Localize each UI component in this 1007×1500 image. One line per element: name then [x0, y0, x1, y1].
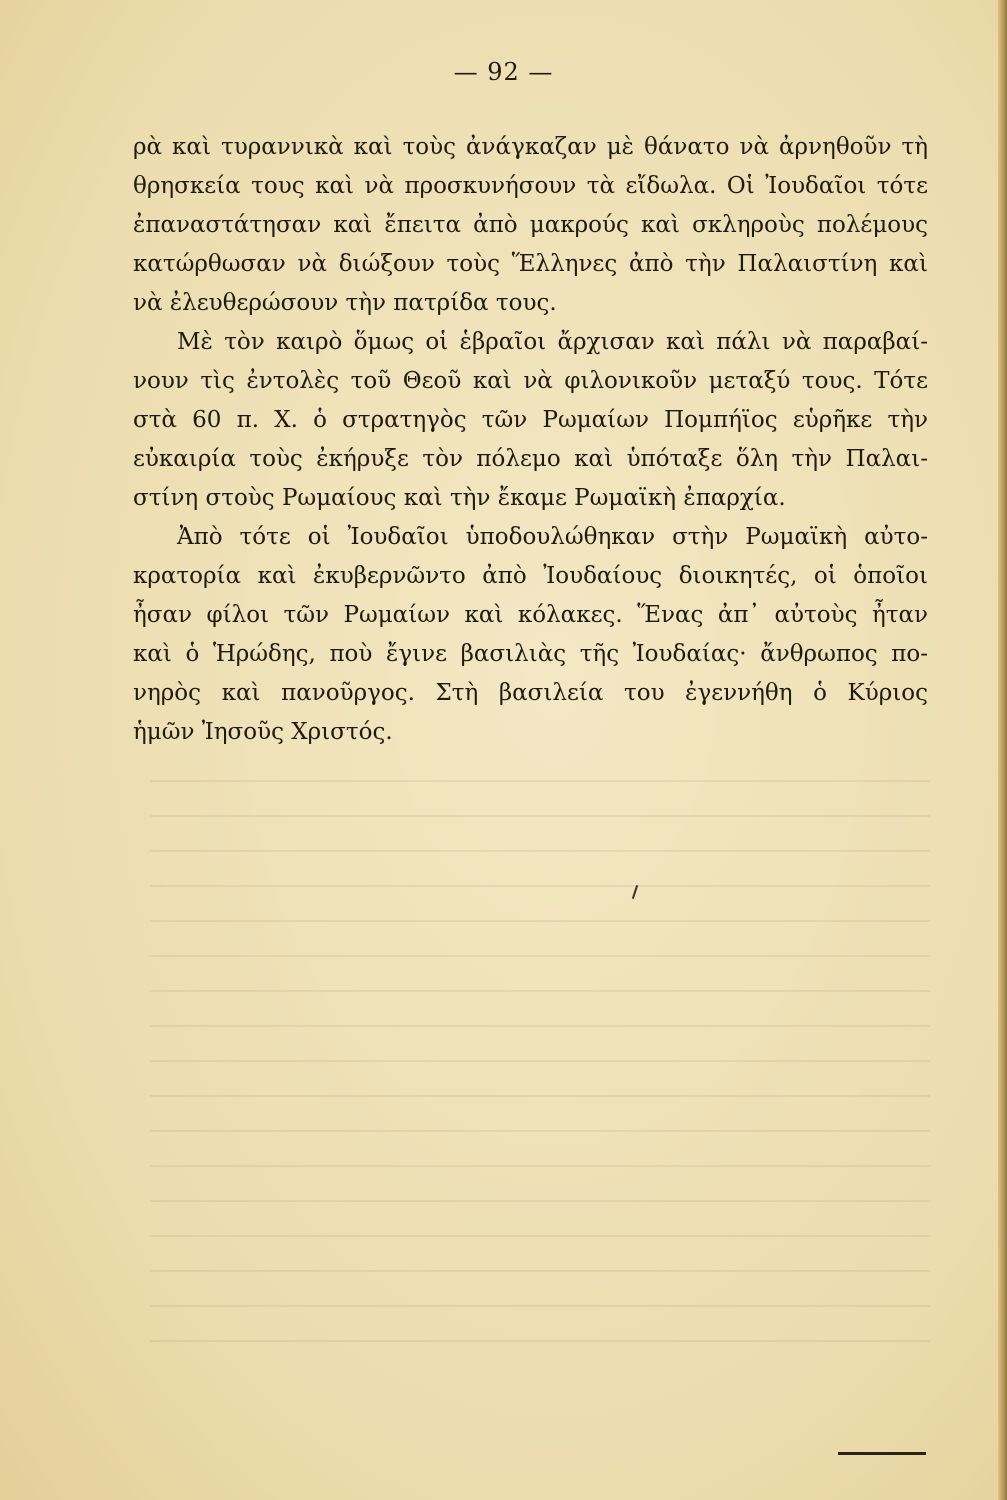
text-line: νὰ ἐλευθερώσουν τὴν πατρίδα τους.	[133, 290, 557, 316]
text-line: ρὰ καὶ τυραννικὰ καὶ τοὺς ἀνάγκαζαν μὲ θάνατο νὰ ἀρνηθοῦν τὴ	[133, 134, 928, 160]
text-line: ἐπαναστάτησαν καὶ ἔπειτα ἀπὸ μακρούς καὶ σκληροὺς πολέμους	[133, 212, 928, 238]
text-line: στὰ 60 π. Χ. ὁ στρατηγὸς τῶν Ρωμαίων Πομπήϊος εὑρῆκε τὴν	[133, 407, 928, 433]
text-line: νουν τὶς ἐντολὲς τοῦ Θεοῦ καὶ νὰ φιλονικοῦν μεταξύ τους. Τότε	[133, 368, 928, 394]
body-text	[133, 128, 928, 752]
text-line: στίνη στοὺς Ρωμαίους καὶ τὴν ἔκαμε Ρωμαϊκὴ ἐπαρχία.	[133, 485, 786, 511]
text-line: εὐκαιρία τοὺς ἐκήρυξε τὸν πόλεμο καὶ ὑπόταξε ὅλη τὴν Παλαι-	[133, 446, 928, 472]
text-line: Ἀπὸ τότε οἱ Ἰουδαῖοι ὑποδουλώθηκαν στὴν Ρωμαϊκὴ αὐτο-	[177, 524, 928, 550]
bleed-through-text	[150, 760, 930, 1360]
page-number: — 92 —	[453, 58, 554, 86]
text-line: κατώρθωσαν νὰ διώξουν τοὺς Ἕλληνες ἀπὸ τὴν Παλαιστίνη καὶ	[133, 251, 928, 277]
page-edge	[998, 0, 1007, 1500]
text-line: κρατορία καὶ ἐκυβερνῶντο ἀπὸ Ἰουδαίους διοικητές, οἱ ὁποῖοι	[133, 563, 928, 589]
text-line: καὶ ὁ Ἡρώδης, ποὺ ἔγινε βασιλιὰς τῆς Ἰουδαίας· ἄνθρωπος πο-	[133, 641, 928, 667]
text-line: ἦσαν φίλοι τῶν Ρωμαίων καὶ κόλακες. Ἕνας ἀπ᾽ αὐτοὺς ἦταν	[133, 602, 928, 628]
text-line: νηρὸς καὶ πανοῦργος. Στὴ βασιλεία του ἐγεννήθη ὁ Κύριος	[133, 680, 928, 706]
footer-rule	[838, 1452, 926, 1455]
text-line: ἡμῶν Ἰησοῦς Χριστός.	[133, 719, 393, 745]
text-line: Μὲ τὸν καιρὸ ὅμως οἱ ἑβραῖοι ἄρχισαν καὶ πάλι νὰ παραβαί-	[177, 329, 928, 355]
text-line: θρησκεία τους καὶ νὰ προσκυνήσουν τὰ εἴδωλα. Οἱ Ἰουδαῖοι τότε	[133, 173, 928, 199]
